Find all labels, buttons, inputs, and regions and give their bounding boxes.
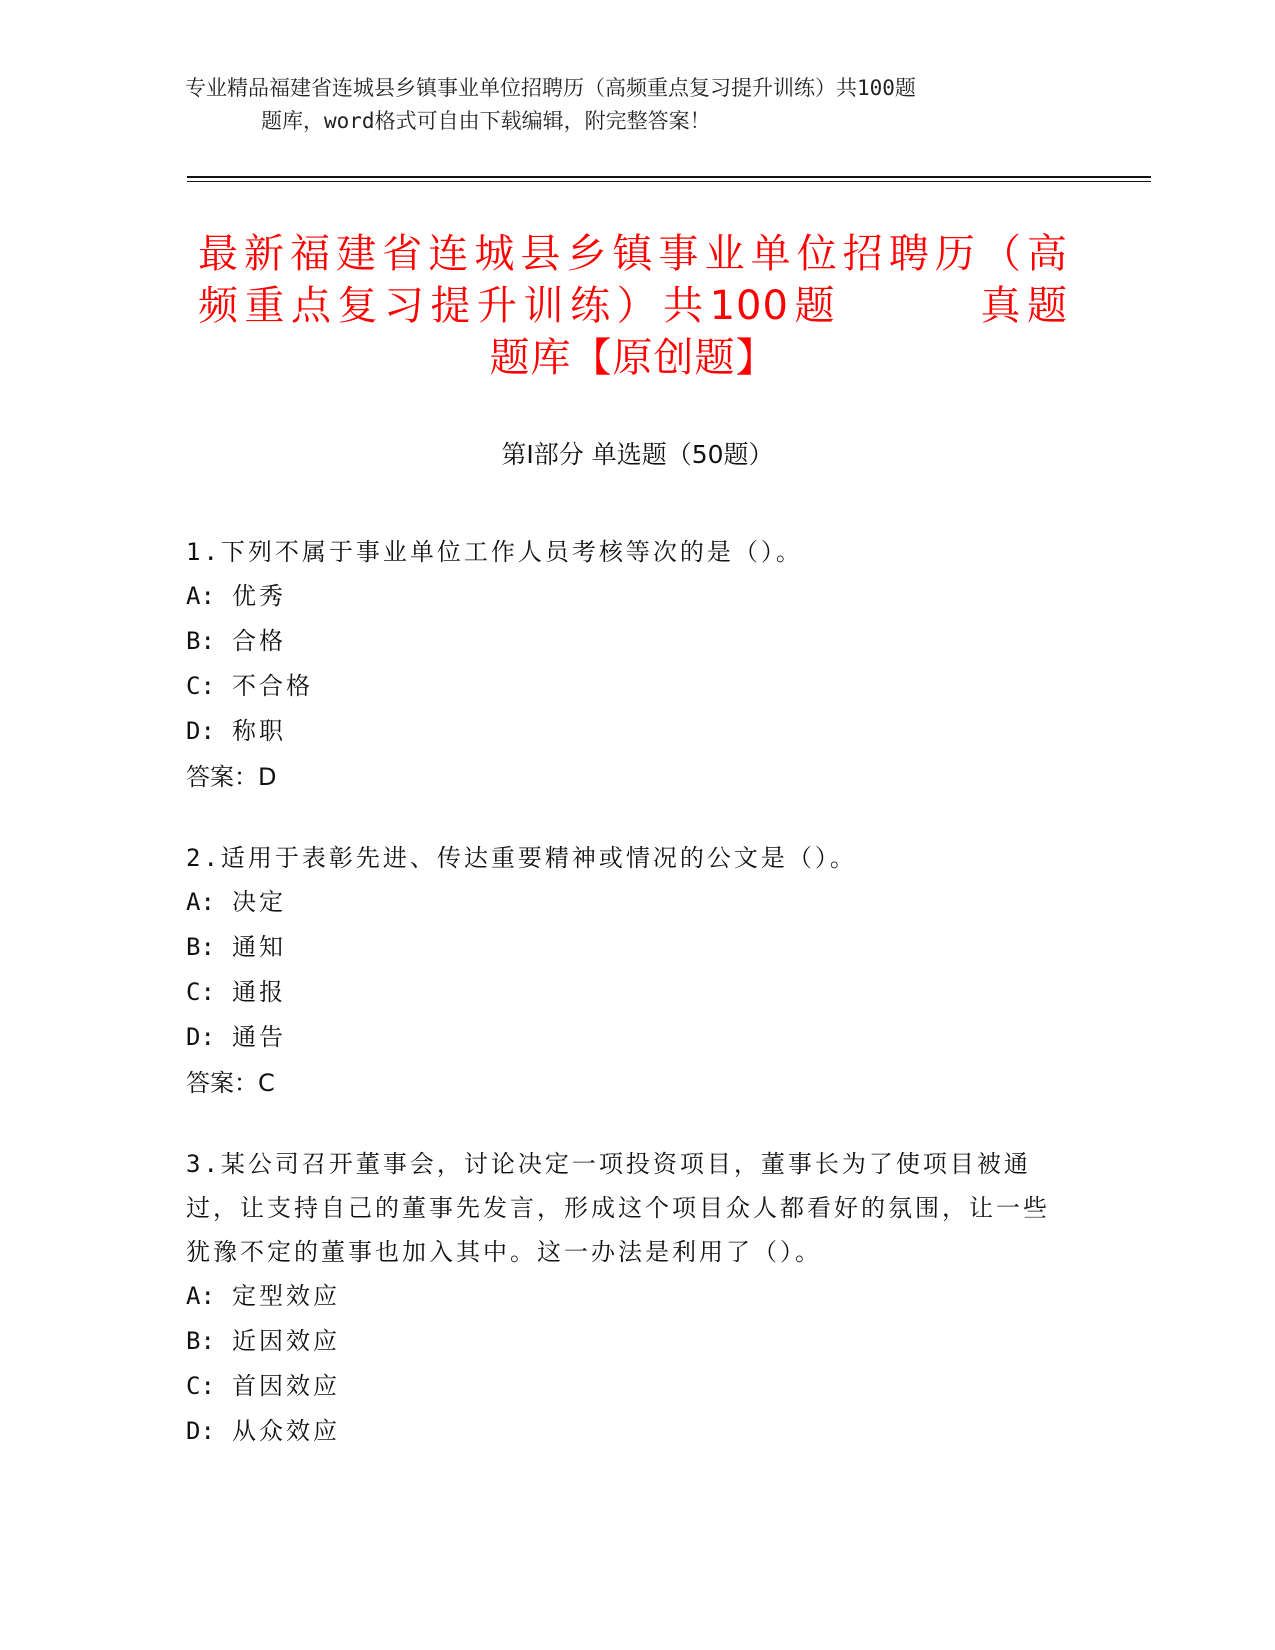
option-d	[186, 1409, 1066, 1454]
option-key: A:	[186, 1282, 215, 1310]
option-key: D:	[186, 717, 215, 745]
option-a	[186, 574, 1066, 619]
option-c	[186, 1364, 1066, 1409]
question-stem: 3.某公司召开董事会，讨论决定一项投资项目，董事长为了使项目被通过，让支持自己的董事先发言，形成这个项目众人都看好的氛围，让一些犹豫不定的董事也加入其中。这一办法是利用了（）。	[186, 1150, 1050, 1266]
option-a	[186, 1274, 1066, 1319]
question-list	[186, 530, 1066, 1490]
option-key: D:	[186, 1417, 215, 1445]
title-line-2: 频重点复习提升训练）共100题 真题	[198, 283, 1068, 329]
option-text: 优秀	[232, 582, 286, 610]
header-rule-thin	[187, 181, 1151, 182]
header-note	[185, 72, 1065, 138]
header-line-1: 专业精品福建省连城县乡镇事业单位招聘历（高频重点复习提升训练）共100题	[185, 76, 916, 100]
option-text: 定型效应	[232, 1282, 340, 1310]
option-a	[186, 880, 1066, 925]
option-key: B:	[186, 627, 215, 655]
question-1	[186, 530, 1066, 800]
option-key: B:	[186, 1327, 215, 1355]
option-text: 决定	[232, 888, 286, 916]
question-stem: 2.适用于表彰先进、传达重要精神或情况的公文是（）。	[186, 844, 857, 872]
option-d	[186, 709, 1066, 754]
option-text: 从众效应	[232, 1417, 340, 1445]
answer: 答案：C	[186, 1069, 275, 1097]
option-key: C:	[186, 978, 215, 1006]
option-text: 通知	[232, 933, 286, 961]
header-rule-thick	[187, 176, 1151, 178]
option-text: 通报	[232, 978, 286, 1006]
option-text: 合格	[232, 627, 286, 655]
option-b	[186, 1319, 1066, 1364]
option-c	[186, 970, 1066, 1015]
option-b	[186, 925, 1066, 970]
question-stem: 1.下列不属于事业单位工作人员考核等次的是（）。	[186, 538, 803, 566]
question-3	[186, 1142, 1066, 1454]
title-line-3: 题库【原创题】	[489, 335, 777, 381]
option-key: C:	[186, 672, 215, 700]
option-key: B:	[186, 933, 215, 961]
option-key: A:	[186, 582, 215, 610]
option-key: C:	[186, 1372, 215, 1400]
option-key: A:	[186, 888, 215, 916]
option-text: 称职	[232, 717, 286, 745]
title-line-1: 最新福建省连城县乡镇事业单位招聘历（高	[198, 231, 1068, 277]
answer: 答案：D	[186, 763, 277, 791]
option-text: 首因效应	[232, 1372, 340, 1400]
option-text: 近因效应	[232, 1327, 340, 1355]
header-line-2: 题库，word格式可自由下载编辑，附完整答案！	[261, 109, 711, 133]
option-key: D:	[186, 1023, 215, 1051]
option-text: 不合格	[232, 672, 313, 700]
option-b	[186, 619, 1066, 664]
option-text: 通告	[232, 1023, 286, 1051]
option-c	[186, 664, 1066, 709]
question-2	[186, 836, 1066, 1106]
document-title	[198, 228, 1068, 384]
option-d	[186, 1015, 1066, 1060]
section-title: 第Ⅰ部分 单选题（50题）	[501, 440, 774, 469]
